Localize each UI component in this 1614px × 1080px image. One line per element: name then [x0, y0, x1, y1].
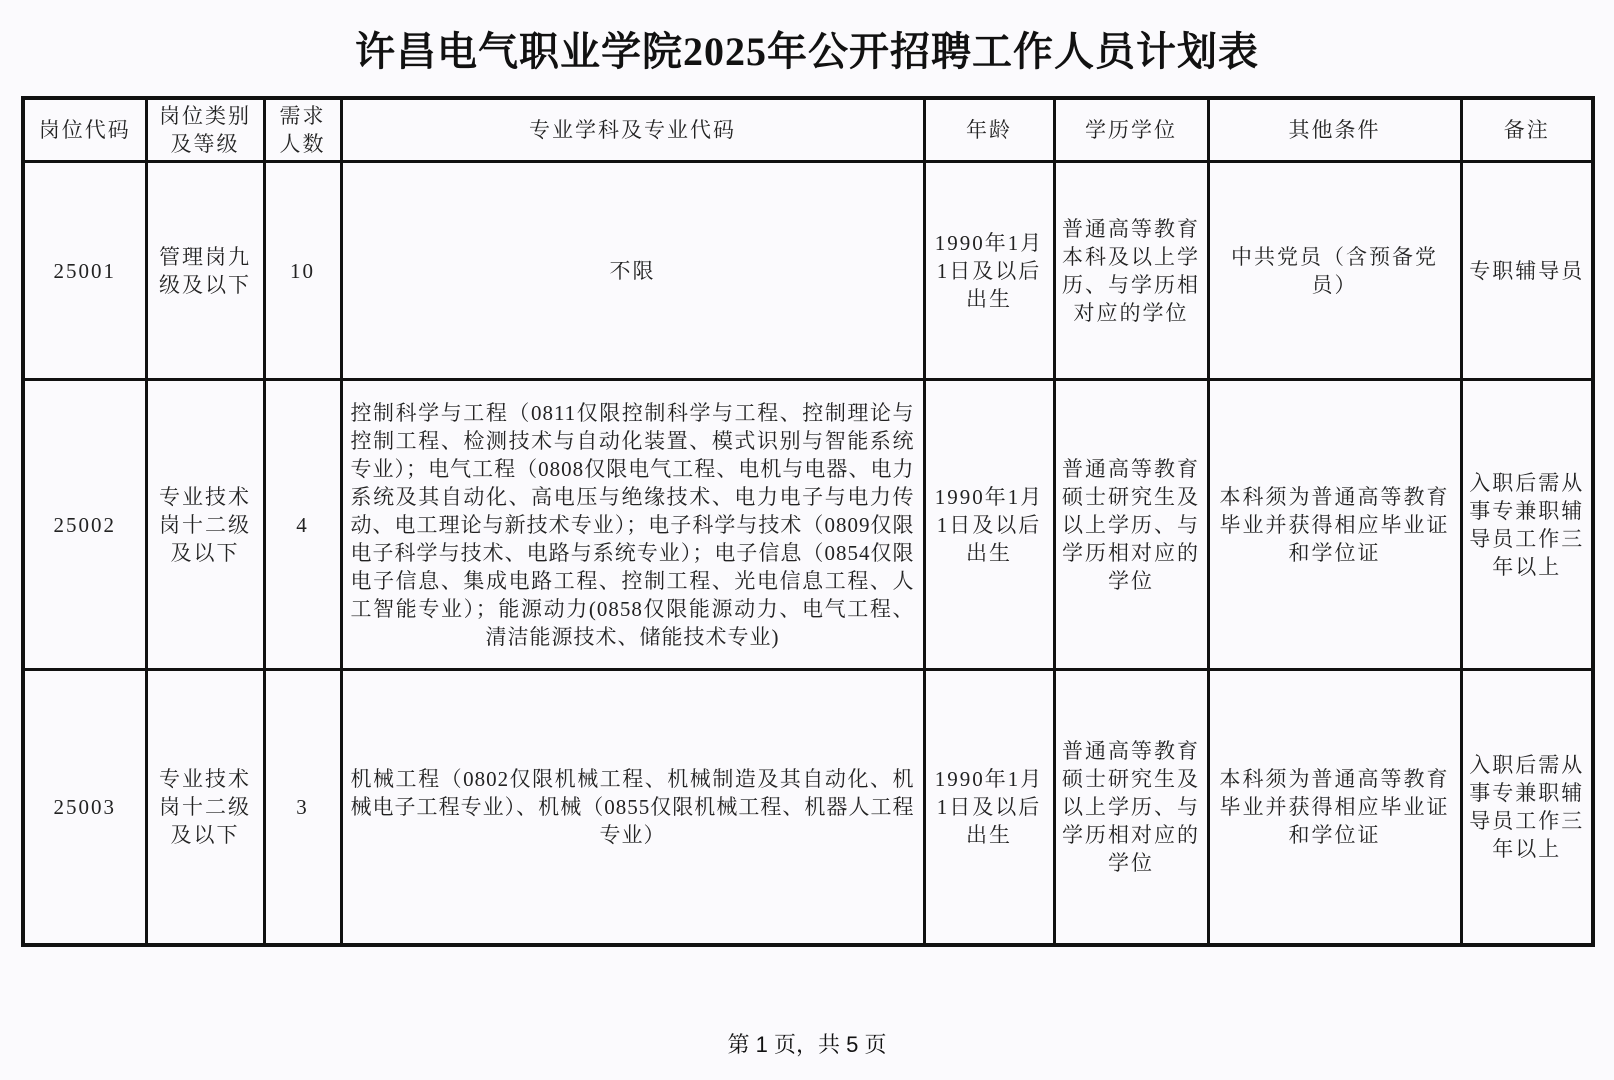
cell-other: 本科须为普通高等教育毕业并获得相应毕业证和学位证 [1208, 670, 1461, 945]
cell-other: 中共党员（含预备党员） [1208, 162, 1461, 380]
header-count: 需求人数 [264, 98, 341, 162]
page-title: 许昌电气职业学院2025年公开招聘工作人员计划表 [355, 29, 1259, 74]
cell-age: 1990年1月1日及以后出生 [924, 670, 1054, 945]
header-other: 其他条件 [1208, 98, 1461, 162]
cell-major: 控制科学与工程（0811仅限控制科学与工程、控制理论与控制工程、检测技术与自动化装置、模式识别与智能系统专业）；电气工程（0808仅限电气工程、电机与电器、电力系统及其自动化、高电压与绝缘技术、电力电子与电力传动、电工理论与新技术专业）；电子科学与技术（0809仅限电子科学与技术、电路与系统专业）；电子信息（0854仅限电子信息、集成电路工程、控制工程、光电信息工程、人工智能专业）；能源动力(0858仅限能源动力、电气工程、清洁能源技术、储能技术专业) [341, 380, 924, 670]
header-category: 岗位类别及等级 [146, 98, 264, 162]
cell-category: 管理岗九级及以下 [146, 162, 264, 380]
cell-education: 普通高等教育硕士研究生及以上学历、与学历相对应的学位 [1054, 670, 1208, 945]
table-row [23, 380, 1593, 670]
cell-note: 入职后需从事专兼职辅导员工作三年以上 [1461, 670, 1593, 945]
cell-category: 专业技术岗十二级及以下 [146, 380, 264, 670]
cell-note: 入职后需从事专兼职辅导员工作三年以上 [1461, 380, 1593, 670]
cell-education: 普通高等教育本科及以上学历、与学历相对应的学位 [1054, 162, 1208, 380]
header-major: 专业学科及专业代码 [341, 98, 924, 162]
cell-age: 1990年1月1日及以后出生 [924, 162, 1054, 380]
cell-major: 机械工程（0802仅限机械工程、机械制造及其自动化、机械电子工程专业）、机械（0855仅限机械工程、机器人工程专业） [341, 670, 924, 945]
cell-other: 本科须为普通高等教育毕业并获得相应毕业证和学位证 [1208, 380, 1461, 670]
recruitment-plan-table [21, 96, 1595, 947]
header-education: 学历学位 [1054, 98, 1208, 162]
cell-count: 10 [264, 162, 341, 380]
cell-note: 专职辅导员 [1461, 162, 1593, 380]
cell-education: 普通高等教育硕士研究生及以上学历、与学历相对应的学位 [1054, 380, 1208, 670]
cell-code: 25001 [23, 162, 146, 380]
header-code: 岗位代码 [23, 98, 146, 162]
cell-category: 专业技术岗十二级及以下 [146, 670, 264, 945]
header-note: 备注 [1461, 98, 1593, 162]
cell-major: 不限 [341, 162, 924, 380]
cell-code: 25002 [23, 380, 146, 670]
cell-code: 25003 [23, 670, 146, 945]
table-row [23, 670, 1593, 945]
cell-count: 3 [264, 670, 341, 945]
page-number: 第 1 页，共 5 页 [727, 1032, 887, 1057]
header-age: 年龄 [924, 98, 1054, 162]
table-row [23, 162, 1593, 380]
cell-count: 4 [264, 380, 341, 670]
table-header-row [23, 98, 1593, 162]
cell-age: 1990年1月1日及以后出生 [924, 380, 1054, 670]
